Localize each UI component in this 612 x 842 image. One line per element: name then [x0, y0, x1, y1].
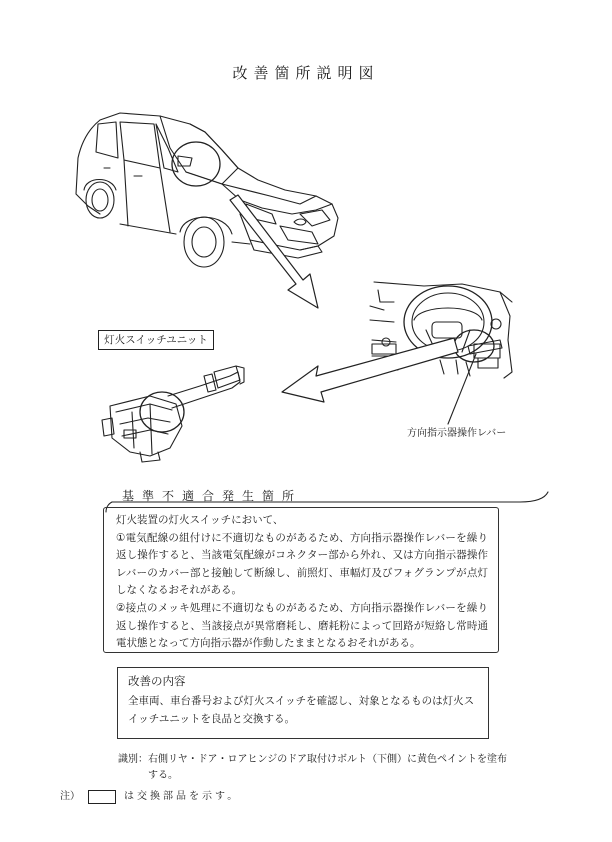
switch-unit-illustration [102, 366, 244, 462]
defect-box [103, 507, 499, 653]
note-prefix: 注） [60, 791, 80, 802]
identification [118, 752, 508, 784]
defect-item-1: ①電気配線の組付けに不適切なものがあるため、方向指示器操作レバーを繰り返し操作すると、当該電気配線がコネクター部から外れ、又は方向指示器操作レバーのカバー部と接触して断線し、前照灯、車幅灯及びフォグランプが点灯しなくなるおそれがある。 [116, 531, 488, 597]
arrow-dash-to-unit [282, 338, 458, 402]
page-title: 改善箇所説明図 [232, 64, 380, 82]
replacement-part-swatch [88, 790, 116, 804]
car-illustration [76, 113, 338, 267]
lever-leader-line [448, 354, 476, 424]
defect-intro: 灯火装置の灯火スイッチにおいて、 [116, 514, 284, 526]
lever-label: 方向指示器操作レバー [407, 428, 507, 439]
switch-unit-label: 灯火スイッチユニット [98, 330, 214, 350]
improvement-body: 全車両、車台番号および灯火スイッチを確認し、対象となるものは灯火スイッチユニットを良品と交換する。 [128, 695, 475, 725]
defect-item-2: ②接点のメッキ処理に不適切なものがあるため、方向指示器操作レバーを繰り返し操作すると、当該接点が異常磨耗し、磨耗粉によって回路が短絡し常時通電状態となって方向指示器が作動したままとなるおそれがある。 [116, 601, 488, 650]
identification-label: 識別： [118, 754, 148, 765]
improvement-heading: 改善の内容 [128, 674, 186, 688]
defect-heading: 基準不適合発生箇所 [122, 489, 303, 503]
note [60, 788, 240, 806]
note-text: は交換部品を示す。 [124, 791, 241, 802]
identification-text: 右側リヤ・ドア・ロアヒンジのドア取付けボルト（下側）に黄色ペイントを塗布する。 [148, 754, 507, 781]
improvement-box [117, 667, 489, 739]
